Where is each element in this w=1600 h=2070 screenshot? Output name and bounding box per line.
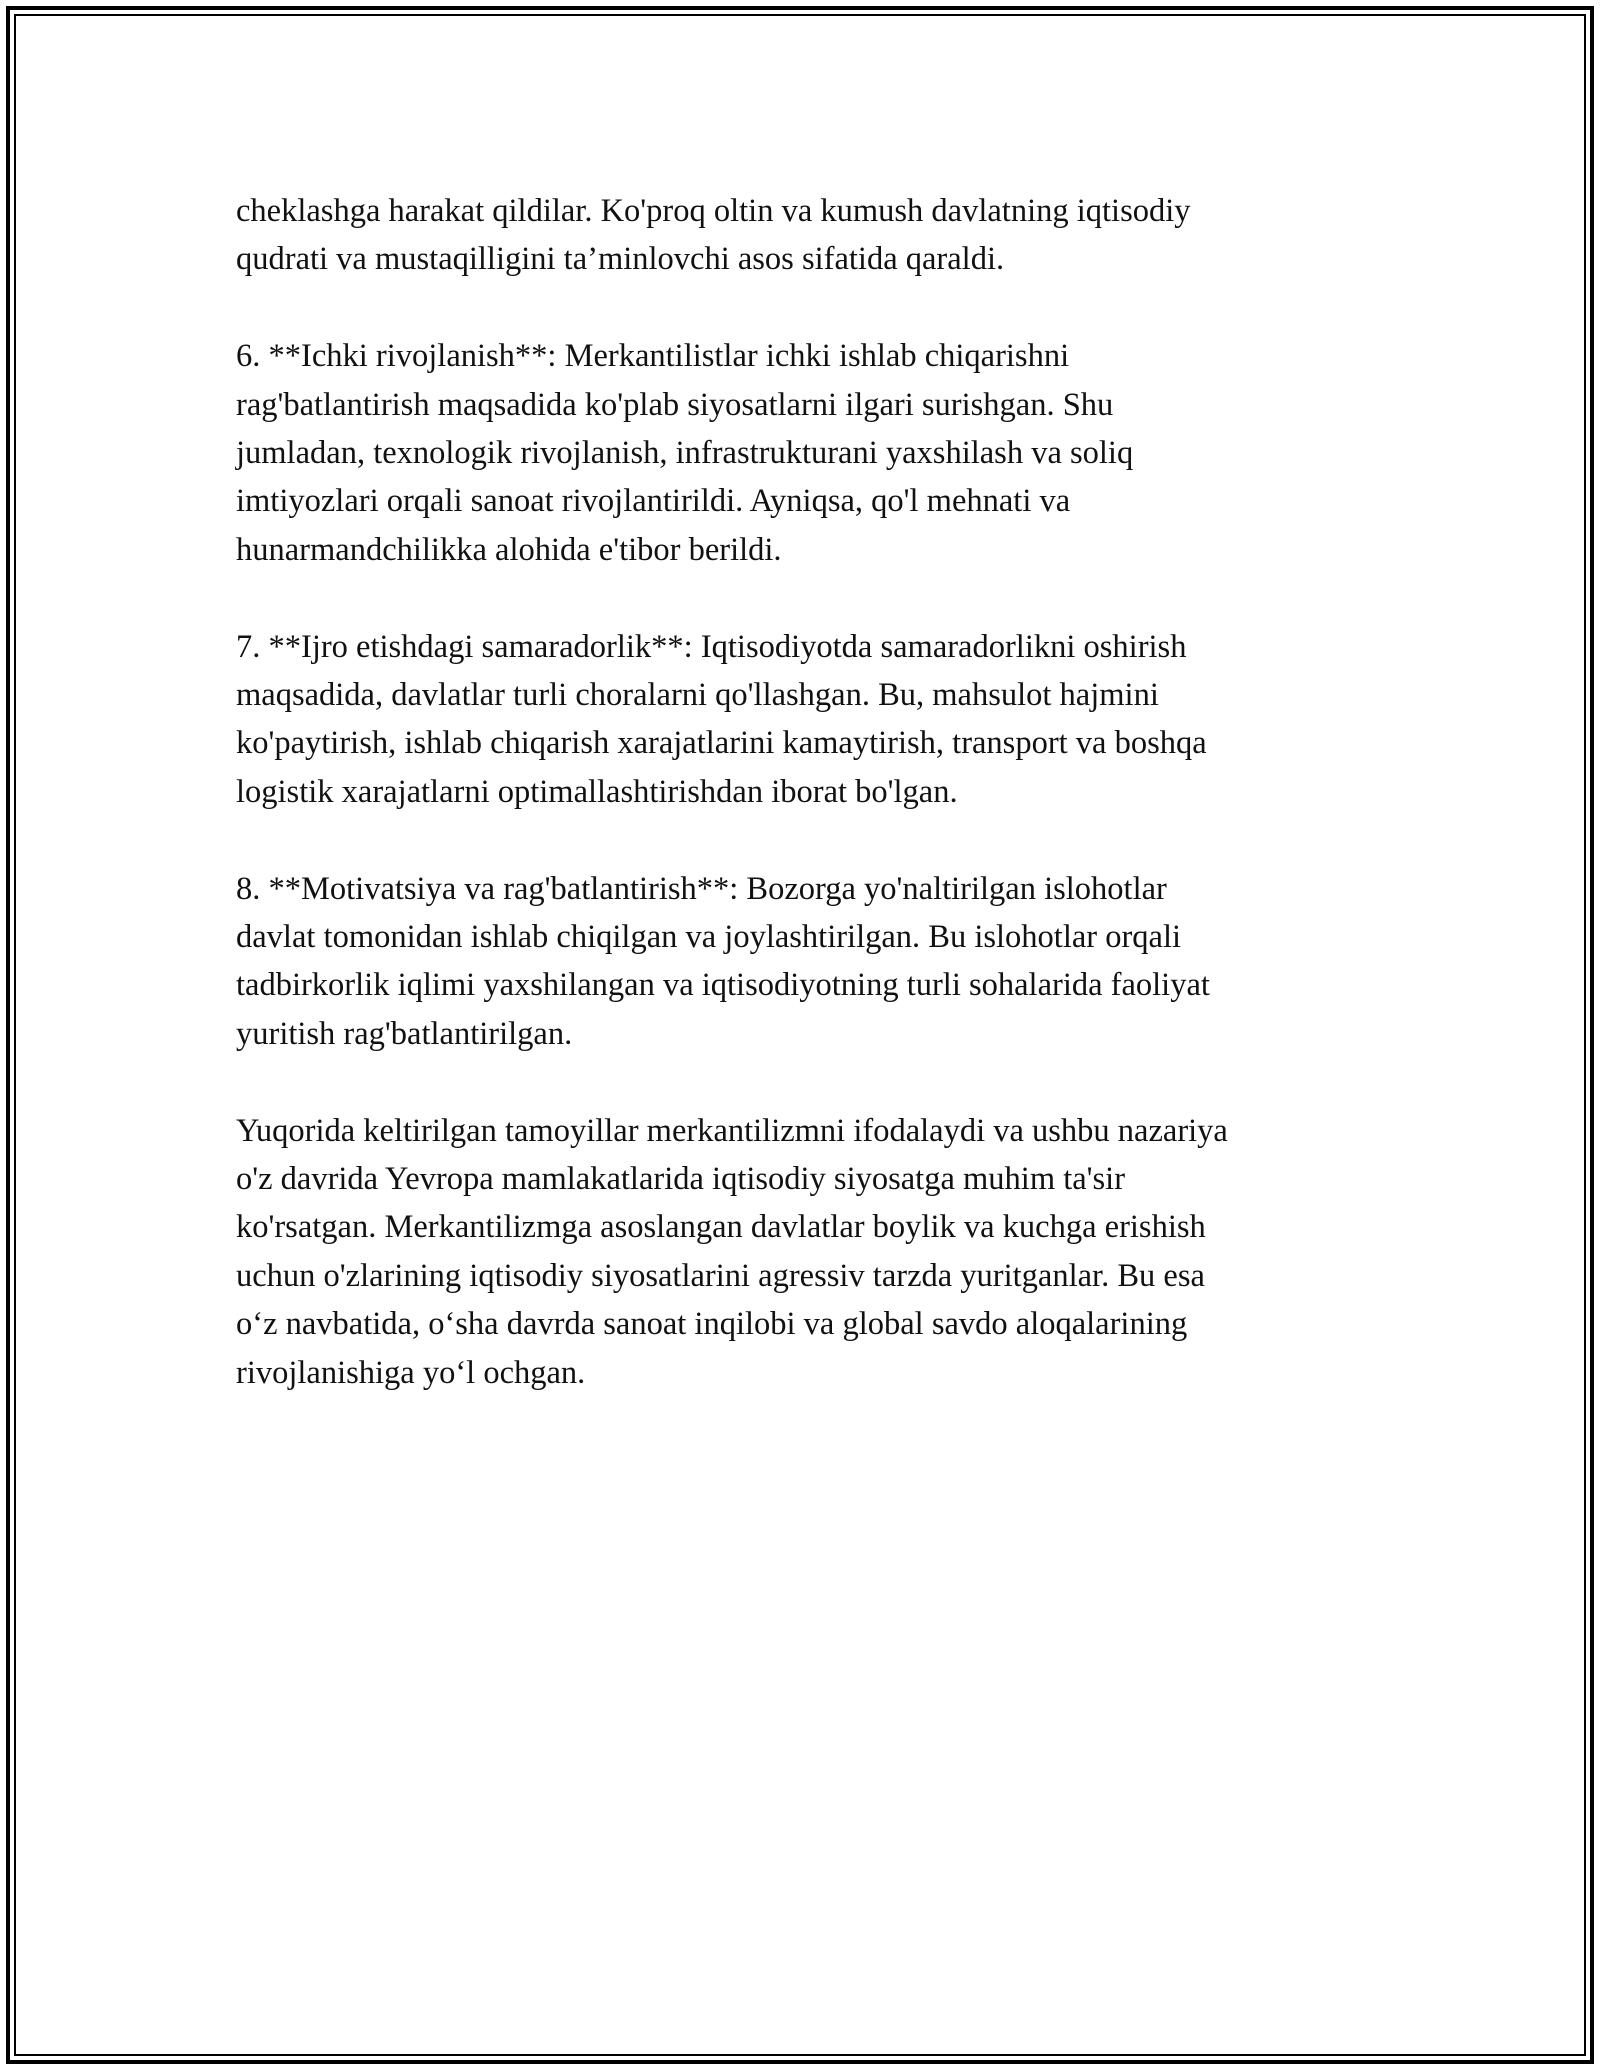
paragraph-motivation-incentives: 8. **Motivatsiya va rag'batlantirish**: Bozorga yo'naltirilgan islohotlar davlat tomonidan ishlab chiqilgan va joylashtirilgan. Bu islohotlar orqali tadbirkorlik iqlimi yaxshilangan va iqtisodiyotning turli sohalarida faoliyat yuritish rag'batlantirilgan. (236, 870, 1210, 1052)
paragraph-internal-development: 6. **Ichki rivojlanish**: Merkantilistlar ichki ishlab chiqarishni rag'batlantirish maqsadida ko'plab siyosatlarni ilgari surishgan. Shu jumladan, texnologik rivojlanish, infrastrukturani yaxshilash va soliq imtiyozlari orqali sanoat rivojlantirildi. Ayniqsa, qo'l mehnati va hunarmandchilikka alohida e'tibor berildi. (236, 338, 1134, 568)
paragraph-gold-silver-continuation: cheklashga harakat qildilar. Ko'proq oltin va kumush davlatning iqtisodiy qudrati va mustaqilligini ta’minlovchi asos sifatida qaraldi. (236, 193, 1191, 278)
paragraph-conclusion: Yuqorida keltirilgan tamoyillar merkantilizmni ifodalaydi va ushbu nazariya o'z davrida Yevropa mamlakatlarida iqtisodiy siyosatga muhim ta'sir ko'rsatgan. Merkantilizmga asoslangan davlatlar boylik va kuchga erishish uchun o'zlarining iqtisodiy siyosatlarini agressiv tarzda yuritganlar. Bu esa o‘z navbatida, o‘sha davrda sanoat inqilobi va global savdo aloqalarining rivojlanishiga yo‘l ochgan. (236, 1112, 1228, 1391)
paragraph-execution-efficiency: 7. **Ijro etishdagi samaradorlik**: Iqtisodiyotda samaradorlikni oshirish maqsadida, davlatlar turli choralarni qo'llashgan. Bu, mahsulot hajmini ko'paytirish, ishlab chiqarish xarajatlarini kamaytirish, transport va boshqa logistik xarajatlarni optimallashtirishdan iborat bo'lgan. (236, 628, 1207, 810)
document-body (236, 187, 1386, 1445)
